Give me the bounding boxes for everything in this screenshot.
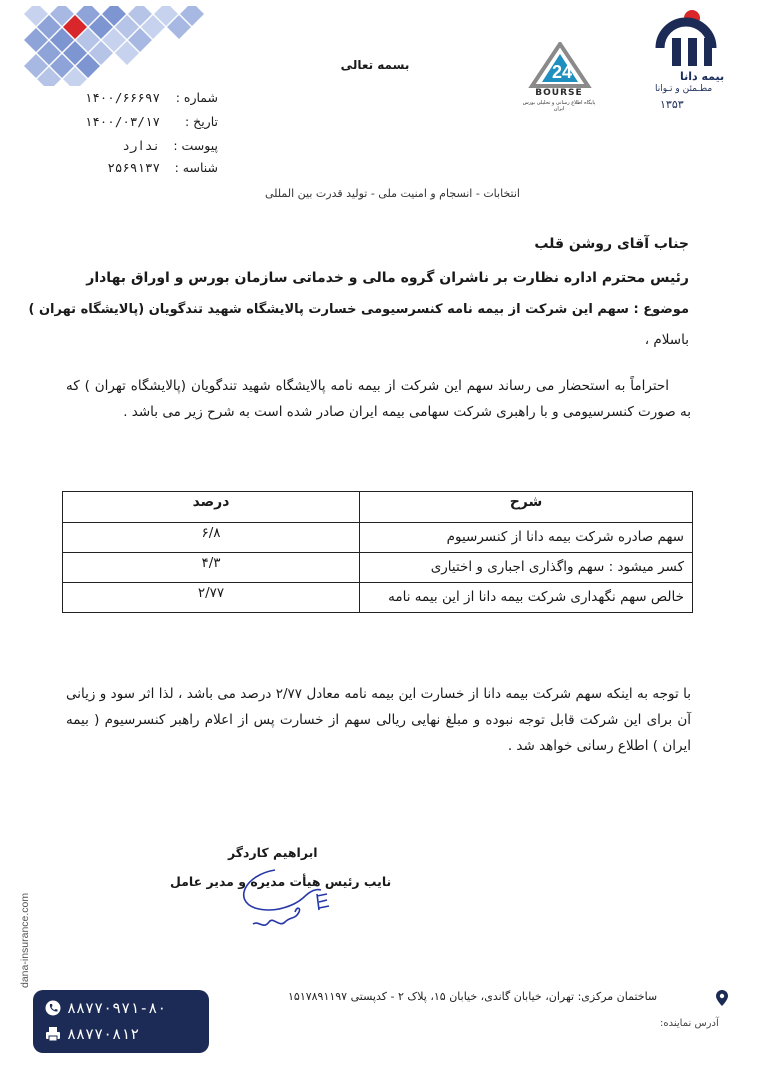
header-motto: بسمه تعالی — [340, 58, 410, 72]
bourse-logo-icon — [528, 42, 592, 88]
website-label — [14, 880, 34, 990]
meta-value: ۱۴۰۰/۶۶۶۹۷ — [84, 90, 160, 105]
year-slogan: انتخابات - انسجام و امنیت ملی - تولید قدرت بین المللی — [264, 187, 520, 200]
meta-label: پیوست : — [173, 138, 218, 153]
meta-value: ۲۵۶۹۱۳۷ — [107, 160, 160, 175]
table-cell-desc: سهم صادره شرکت بیمه دانا از کنسرسیوم — [360, 523, 693, 553]
table-row — [63, 553, 693, 583]
meta-label: تاریخ : — [184, 114, 218, 129]
address: ساختمان مرکزی: تهران، خیابان گاندی، خیابان ۱۵، پلاک ۲ - کدپستی ۱۵۱۷۸۹۱۱۹۷ — [288, 990, 658, 1003]
phone-number: ۸۸۷۷۰۹۷۱-۸۰ — [67, 999, 167, 1017]
bourse-logo-subtitle: پایگاه اطلاع رسانی و تحلیلی بورس ایران — [522, 100, 596, 112]
table-header-percent: درصد — [63, 492, 360, 523]
table-cell-percent: ۲/۷۷ — [63, 583, 360, 613]
table-row — [63, 583, 693, 613]
recipient-name: جناب آقای روشن قلب — [534, 236, 689, 252]
table-header-desc: شرح — [360, 492, 693, 523]
share-table — [62, 491, 693, 613]
agent-address-label: آدرس نماینده: — [660, 1018, 719, 1029]
signer-name: ابراهیم کاردگر — [228, 845, 318, 860]
recipient-title: رئیس محترم اداره نظارت بر ناشران گروه مالی و خدماتی سازمان بورس و اوراق بهادار — [86, 270, 689, 286]
fax-icon — [45, 1026, 61, 1042]
meta-label: شماره : — [175, 90, 218, 105]
signer-title: نایب رئیس هیأت مدیره و مدیر عامل — [170, 874, 392, 889]
body-paragraph-2: با توجه به اینکه سهم شرکت بیمه دانا از خسارت این بیمه نامه معادل ۲/۷۷ درصد می باشد ، لذا اثر سود و زیانی آن برای این شرکت قابل توجه نبوده و مبلغ نهایی ریالی سهم از خسارت پس از اعلام راهبر کنسرسیوم ( بیمه ایران ) اطلاع رسانی خواهد شد . — [66, 686, 691, 754]
decorative-diamond-pattern — [22, 6, 212, 86]
dana-logo-icon — [650, 8, 720, 70]
dana-logo-name: بیمه دانا — [680, 70, 725, 83]
meta-attachment — [88, 138, 218, 158]
table-cell-desc: خالص سهم نگهداری شرکت بیمه دانا از این بیمه نامه — [360, 583, 693, 613]
handwritten-signature — [235, 850, 355, 935]
meta-label: شناسه : — [174, 160, 218, 175]
meta-id — [88, 160, 218, 180]
website-text: dana-insurance.com — [19, 892, 31, 988]
svg-text:24: 24 — [552, 62, 573, 82]
fax-number: ۸۸۷۷۰۸۱۲ — [67, 1025, 140, 1043]
contact-box — [33, 990, 209, 1053]
meta-value: ۱۴۰۰/۰۳/۱۷ — [84, 114, 160, 129]
table-cell-desc: کسر میشود : سهم واگذاری اجباری و اختیاری — [360, 553, 693, 583]
dana-logo-year: ۱۳۵۳ — [660, 98, 684, 111]
meta-value: ندارد — [122, 138, 160, 153]
meta-date — [84, 114, 218, 134]
table-row — [63, 523, 693, 553]
dana-logo-slogan: مطـمئن و تـوانا — [655, 84, 713, 94]
table-cell-percent: ۶/۸ — [63, 523, 360, 553]
phone-icon — [45, 1000, 61, 1016]
table-cell-percent: ۴/۳ — [63, 553, 360, 583]
body-paragraph-1: احتراماً به استحضار می رساند سهم این شرکت از بیمه نامه پالایشگاه شهید تندگویان (پالایشگاه تهران ) که به صورت کنسرسیومی و با راهبری شرکت سهامی بیمه ایران صادر شده است به شرح زیر می باشد . — [66, 378, 691, 420]
location-pin-icon — [716, 990, 728, 1006]
table-header-row — [63, 492, 693, 523]
meta-number — [84, 90, 218, 110]
greeting: باسلام ، — [644, 332, 689, 348]
letter-subject: موضوع : سهم این شرکت از بیمه نامه کنسرسیومی خسارت پالایشگاه شهید تندگویان (پالایشگاه تهران ) — [28, 302, 689, 317]
bourse-logo-name: BOURSE — [535, 88, 583, 98]
